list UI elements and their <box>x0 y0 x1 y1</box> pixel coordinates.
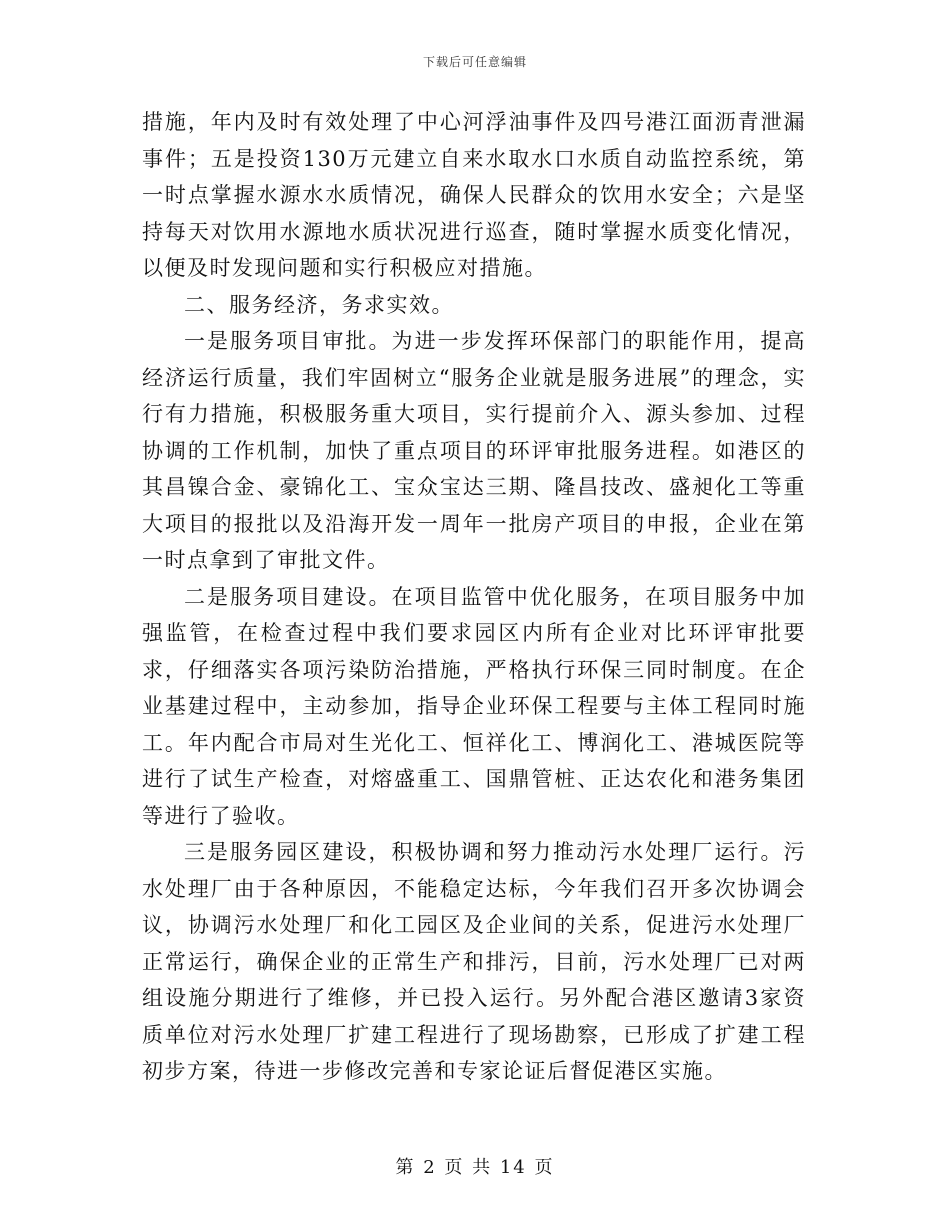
page-number: 第 2 页 共 14 页 <box>395 1157 555 1178</box>
paragraph-park-construction: 三是服务园区建设，积极协调和努力推动污水处理厂运行。污水处理厂由于各种原因，不能稳定达标，今年我们召开多次协调会议，协调污水处理厂和化工园区及企业间的关系，促进污水处理厂正常运行，确保企业的正常生产和排污，目前，污水处理厂已对两组设施分期进行了维修，并已投入运行。另外配合港区邀请3家资质单位对污水处理厂扩建工程进行了现场勘察，已形成了扩建工程初步方案，待进一步修改完善和专家论证后督促港区实施。 <box>142 840 806 1083</box>
paragraph-project-approval: 一是服务项目审批。为进一步发挥环保部门的职能作用，提高经济运行质量，我们牢固树立“服务企业就是服务进展”的理念，实行有力措施，积极服务重大项目，实行提前介入、源头参加、过程协调的工作机制，加快了重点项目的环评审批服务进程。如港区的其昌镍合金、豪锦化工、宝众宝达三期、隆昌技改、盛昶化工等重大项目的报批以及沿海开发一周年一批房产项目的申报，企业在第一时点拿到了审批文件。 <box>142 329 806 572</box>
page-header: 下载后可任意编辑 <box>422 55 527 69</box>
paragraph-project-construction: 二是服务项目建设。在项目监管中优化服务，在项目服务中加强监管，在检查过程中我们要求园区内所有企业对比环评审批要求，仔细落实各项污染防治措施，严格执行环保三同时制度。在企业基建过程中，主动参加，指导企业环保工程要与主体工程同时施工。年内配合市局对生光化工、恒祥化工、博润化工、港城医院等进行了试生产检查，对熔盛重工、国鼎管桩、正达农化和港务集团等进行了验收。 <box>142 584 806 828</box>
paragraph-continuation: 措施，年内及时有效处理了中心河浮油事件及四号港江面沥青泄漏事件；五是投资130万元建立自来水取水口水质自动监控系统，第一时点掌握水源水水质情况，确保人民群众的饮用水安全；六是坚持每天对饮用水源地水质状况进行巡查，随时掌握水质变化情况，以便及时发现问题和实行积极应对措施。 <box>142 110 806 280</box>
document-body <box>142 104 806 1090</box>
section-heading: 二、服务经济，务求实效。 <box>184 292 454 317</box>
